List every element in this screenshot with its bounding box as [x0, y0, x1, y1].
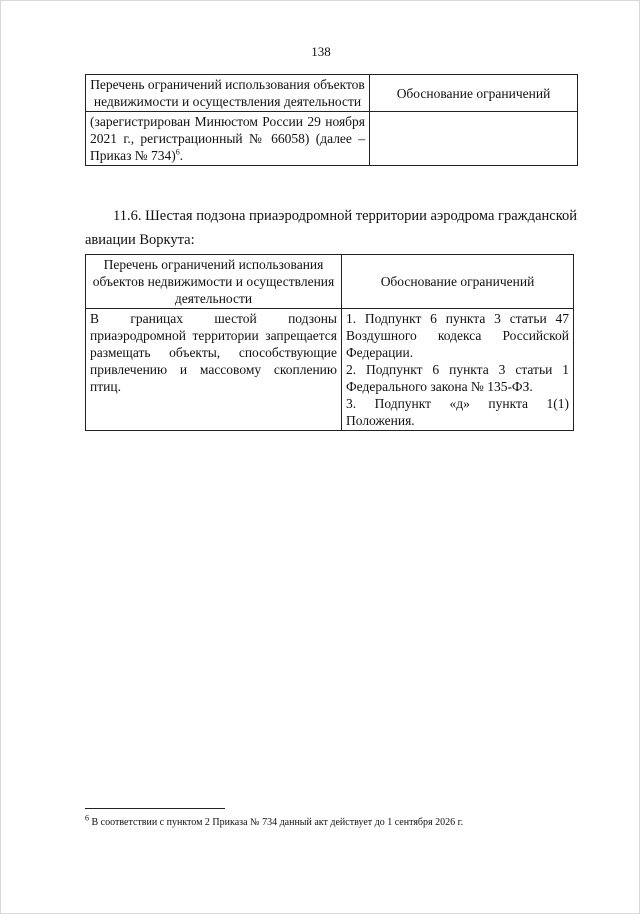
table-row — [86, 309, 574, 431]
footnote — [85, 813, 585, 829]
section-heading-line2: авиации Воркута: — [85, 232, 195, 248]
restrictions-table-continued — [85, 74, 578, 166]
footnote-separator — [85, 808, 225, 809]
header-restrictions-list: Перечень ограничений использования объектов недвижимости и осуществления деятельности — [86, 75, 370, 112]
justification-item: 1. Подпункт 6 пункта 3 статьи 47 Воздушного кодекса Российской Федерации. — [346, 311, 569, 360]
restriction-cell: В границах шестой подзоны приаэродромной территории запрещается размещать объекты, способствующие привлечению и массовому скоплению птиц. — [86, 309, 342, 431]
restriction-text-end: . — [179, 148, 184, 163]
table-header-row — [86, 75, 578, 112]
header-justification: Обоснование ограничений — [370, 75, 578, 112]
table-header-row — [86, 255, 574, 309]
footnote-reference: 6 — [175, 147, 180, 157]
section-heading-line1: 11.6. Шестая подзона приаэродромной территории аэродрома гражданской — [113, 208, 578, 224]
page-number: 138 — [311, 44, 331, 59]
header-justification: Обоснование ограничений — [342, 255, 574, 309]
sixth-subzone-table — [85, 254, 574, 431]
restriction-cell — [86, 112, 370, 166]
footnote-marker: 6 — [85, 813, 89, 823]
justification-cell — [342, 309, 574, 431]
table-row — [86, 112, 578, 166]
justification-item: 2. Подпункт 6 пункта 3 статьи 1 Федерального закона № 135-ФЗ. — [346, 362, 569, 394]
header-restrictions-list: Перечень ограничений использования объектов недвижимости и осуществления деятельности — [86, 255, 342, 309]
justification-cell — [370, 112, 578, 166]
footnote-text: В соответствии с пунктом 2 Приказа № 734 данный акт действует до 1 сентября 2026 г. — [89, 817, 464, 828]
justification-item: 3. Подпункт «д» пункта 1(1) Положения. — [346, 396, 569, 428]
restriction-text: (зарегистрирован Минюстом России 29 ноября 2021 г., регистрационный № 66058) (далее – Приказ № 734) — [90, 114, 365, 163]
